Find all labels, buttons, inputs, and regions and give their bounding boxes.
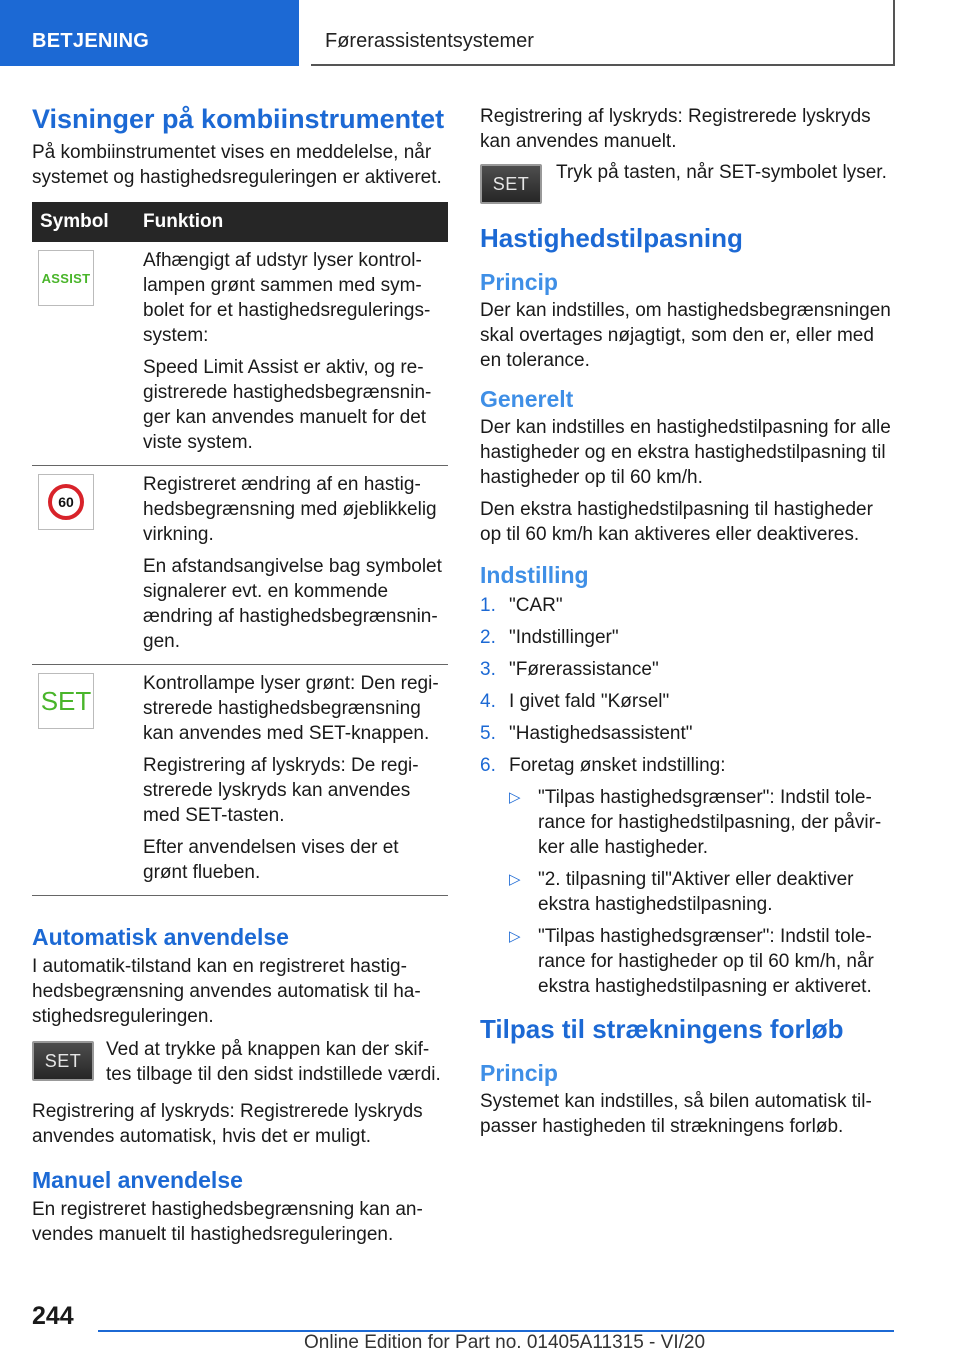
heading-indstilling: Indstilling — [480, 562, 589, 588]
table-row — [32, 665, 448, 896]
table-row — [32, 466, 448, 665]
table-header — [32, 202, 448, 242]
course-text: Systemet kan indstilles, så bilen automatisk tilpasser hastigheden til strækningens forløb. — [480, 1091, 872, 1137]
list-item: 4. I givet fald "Kørsel" — [480, 691, 670, 712]
row-text: Speed Limit Assist er aktiv, og registrerede hastighedsbegrænsninger kan anvendes manuelt for det viste system. — [143, 357, 432, 453]
section-title: BETJENING — [32, 30, 150, 52]
set-lamp-icon: SET — [38, 673, 94, 729]
sub-item: ▷ "Tilpas hastighedsgrænser": Indstil tolerance for hastigheder op til 60 km/h, når ekstra hastighedstilpasning er aktiveret. — [509, 926, 874, 997]
col-function: Funktion — [143, 211, 224, 232]
list-item: 5. "Hastighedsassistent" — [480, 723, 693, 744]
set-button-icon: SET — [32, 1041, 94, 1081]
heading-manual: Manuel anvendelse — [32, 1167, 243, 1193]
list-item: 3. "Førerassistance" — [480, 659, 659, 680]
heading-generelt: Generelt — [480, 386, 574, 412]
sub-item: ▷ "Tilpas hastighedsgrænser": Indstil tolerance for hastighedstilpasning, der påvirker alle hastigheder. — [509, 787, 882, 858]
row-text: Registreret ændring af en hastighedsbegrænsning med øjeblikkelig virkning. — [143, 474, 437, 545]
row-text: Efter anvendelsen vises der et grønt flueben. — [143, 837, 399, 883]
row-text: Kontrollampe lyser grønt: Den registrerede hastighedsbegrænsning kan anvendes med SET-knappen. — [143, 673, 439, 744]
section-tab — [0, 0, 299, 66]
table-row — [32, 242, 448, 466]
bullet-icon: ▷ — [509, 871, 521, 888]
manual-text: En registreret hastighedsbegrænsning kan anvendes manuelt til hastighedsreguleringen. — [32, 1199, 423, 1245]
set-button-note — [480, 160, 896, 206]
symbol-table — [32, 202, 448, 896]
auto-text: I automatik-tilstand kan en registreret hastighedsbegrænsning anvendes automatisk til hastighedsreguleringen. — [32, 956, 421, 1027]
set-button-icon: SET — [480, 164, 542, 204]
edition-text: Online Edition for Part no. 01405A11315 - VI/20 — [304, 1332, 706, 1353]
row-text: Registrering af lyskryds: De registrerede lyskryds kan anvendes med SET-tasten. — [143, 755, 419, 826]
generelt-text: Den ekstra hastighedstilpasning til hastigheder op til 60 km/h kan aktiveres eller deaktiveres. — [480, 499, 873, 545]
lights-manual-text: Registrering af lyskryds: Registrerede lyskryds kan anvendes manuelt. — [480, 106, 871, 152]
auto-button-text: Ved at trykke på knappen kan der skiftes tilbage til den sidst indstillede værdi. — [106, 1039, 441, 1085]
sub-list — [509, 785, 896, 999]
heading-display: Visninger på kombiinstrumentet — [32, 104, 445, 134]
set-button-text: Tryk på tasten, når SET-symbolet lyser. — [556, 162, 887, 183]
row-text: Afhængigt af udstyr lyser kontrollampen grønt sammen med symbolet for et hastighedsreguleringssystem: — [143, 250, 431, 346]
assist-icon: ASSIST — [38, 250, 94, 306]
princip-text: Der kan indstilles, om hastighedsbegrænsningen skal overtages nøjagtigt, som den er, eller med en tolerance. — [480, 300, 891, 371]
page-number: 244 — [32, 1302, 74, 1330]
heading-princip: Princip — [480, 269, 558, 295]
right-column — [480, 104, 896, 1139]
steps-list — [480, 593, 896, 999]
chapter-tab — [311, 0, 895, 66]
bullet-icon: ▷ — [509, 928, 521, 945]
heading-princip-2: Princip — [480, 1060, 558, 1086]
chapter-title: Førerassistentsystemer — [325, 30, 534, 52]
sub-item: ▷ "2. tilpasning til"Aktiver eller deaktiver ekstra hastighedstilpasning. — [509, 869, 854, 915]
heading-auto: Automatisk anvendelse — [32, 924, 289, 950]
row-text: En afstandsangivelse bag symbolet signalerer evt. en kommende ændring af hastighedsbegrænsningen. — [143, 556, 442, 652]
heading-adapt: Hastighedstilpasning — [480, 223, 743, 253]
speed-limit-icon: 60 — [38, 474, 94, 530]
left-column — [32, 100, 448, 1247]
auto-button-note — [32, 1037, 448, 1087]
display-text: På kombiinstrumentet vises en meddelelse, når systemet og hastighedsreguleringen er aktiveret. — [32, 142, 442, 188]
heading-course: Tilpas til strækningens forløb — [480, 1014, 844, 1044]
list-item: 1. "CAR" — [480, 595, 563, 616]
generelt-text: Der kan indstilles en hastighedstilpasning for alle hastigheder og en ekstra hastighedstilpasning til hastigheder op til 60 km/h. — [480, 417, 891, 488]
list-item: 6. Foretag ønsket indstilling: ▷ "Tilpas hastighedsgrænser": Indstil tolerance for hastighedstilpasning, der påvirker alle hastigheder. ▷ "2. tilpasning til"Aktiver eller deaktiver ekstra hastighedstilpasning. ▷ "Tilpas hastighedsgrænser": Indstil tolerance for hastigheder op til 60 km/h, når ekstra hastighedstilpasning er aktiveret. — [480, 753, 896, 999]
list-item: 2. "Indstillinger" — [480, 627, 619, 648]
bullet-icon: ▷ — [509, 789, 521, 806]
auto-lights-text: Registrering af lyskryds: Registrerede lyskryds anvendes automatisk, hvis det er muligt. — [32, 1101, 423, 1147]
col-symbol: Symbol — [40, 211, 109, 232]
